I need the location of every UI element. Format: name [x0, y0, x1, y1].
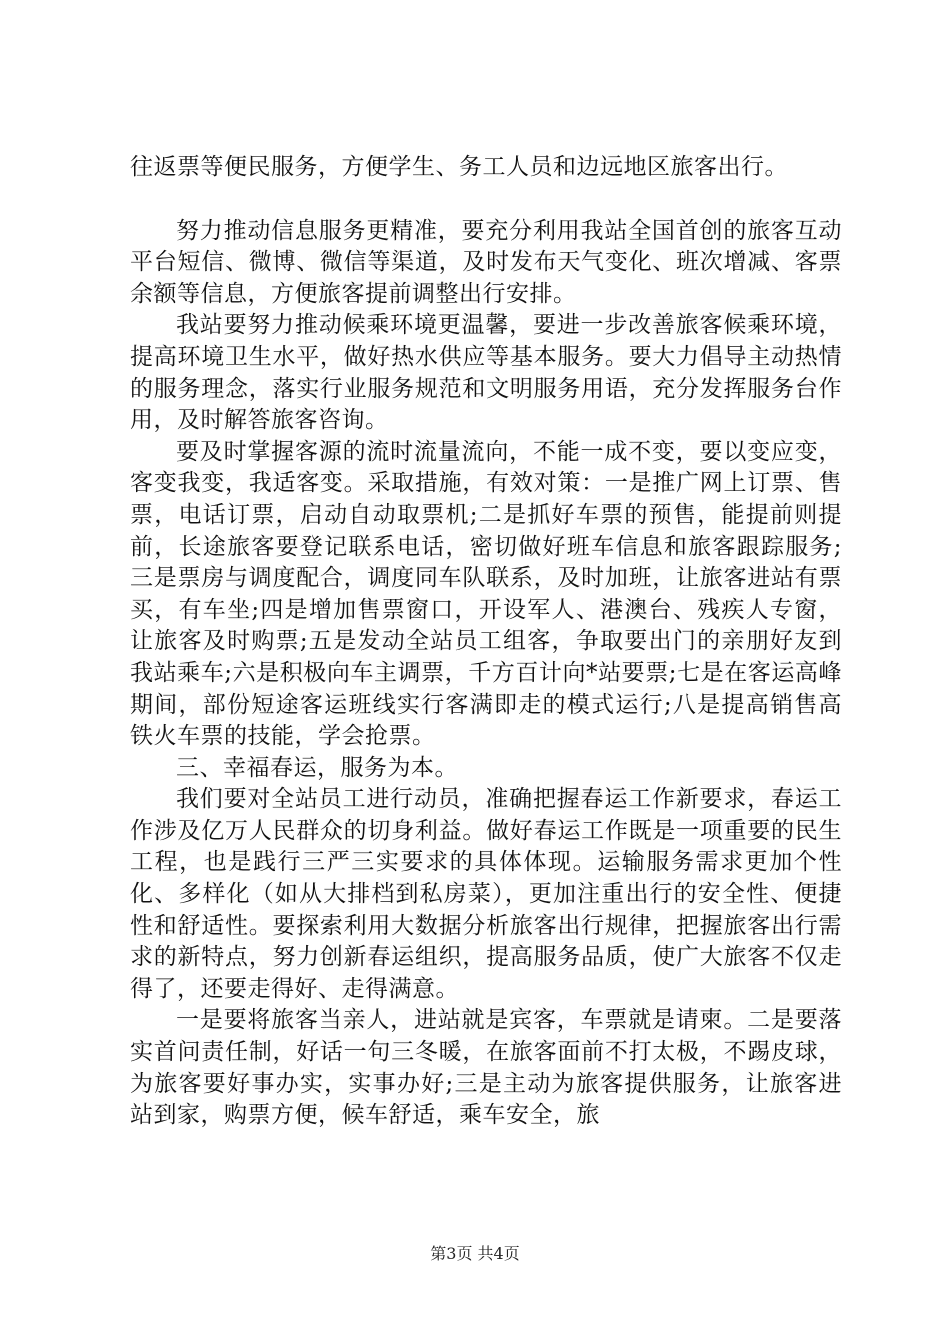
page-footer: 第3页 共4页: [430, 1244, 520, 1263]
paragraph-passenger-flow-measures: 要及时掌握客源的流时流量流向，不能一成不变，要以变应变，客变我变，我适客变。采取措施，有效对策：一是推广网上订票、售票，电话订票，启动自动取票机;二是抓好车票的预售，能提前则提前，长途旅客要登记联系电话，密切做好班车信息和旅客跟踪服务;三是票房与调度配合，调度同车队联系，及时加班，让旅客进站有票买，有车坐;四是增加售票窗口，开设军人、港澳台、残疾人专窗，让旅客及时购票;五是发动全站员工组客，争取要出门的亲朋好友到我站乘车;六是积极向车主调票，千方百计向*站要票;七是在客运高峰期间，部份短途客运班线实行客满即走的模式运行;八是提高销售高铁火车票的技能，学会抢票。: [130, 438, 842, 750]
paragraph-information-service: 努力推动信息服务更精准，要充分利用我站全国首创的旅客互动平台短信、微博、微信等渠道，及时发布天气变化、班次增减、客票余额等信息，方便旅客提前调整出行安排。: [130, 217, 842, 307]
paragraph-continuation: 往返票等便民服务，方便学生、务工人员和边远地区旅客出行。: [130, 154, 788, 180]
paragraph-staff-mobilization: 我们要对全站员工进行动员，准确把握春运工作新要求，春运工作涉及亿万人民群众的切身利益。做好春运工作既是一项重要的民生工程，也是践行三严三实要求的具体体现。运输服务需求更加个性化、多样化（如从大排档到私房菜），更加注重出行的安全性、便捷性和舒适性。要探索利用大数据分析旅客出行规律，把握旅客出行需求的新特点，努力创新春运组织，提高服务品质，使广大旅客不仅走得了，还要走得好、走得满意。: [130, 786, 842, 1002]
paragraph-waiting-environment: 我站要努力推动候乘环境更温馨，要进一步改善旅客候乘环境，提高环境卫生水平，做好热水供应等基本服务。要大力倡导主动热情的服务理念，落实行业服务规范和文明服务用语，充分发挥服务台作用，及时解答旅客咨询。: [130, 312, 842, 434]
paragraph-gap: [130, 184, 842, 216]
paragraph-service-principles: 一是要将旅客当亲人，进站就是宾客，车票就是请柬。二是要落实首问责任制，好话一句三冬暖，在旅客面前不打太极，不踢皮球，为旅客要好事办实，实事办好;三是主动为旅客提供服务，让旅客进站到家，购票方便，候车舒适，乘车安全，旅: [130, 1007, 842, 1129]
document-body: [130, 152, 842, 1132]
section-heading-happy-spring-transport: 三、幸福春运，服务为本。: [176, 754, 458, 781]
